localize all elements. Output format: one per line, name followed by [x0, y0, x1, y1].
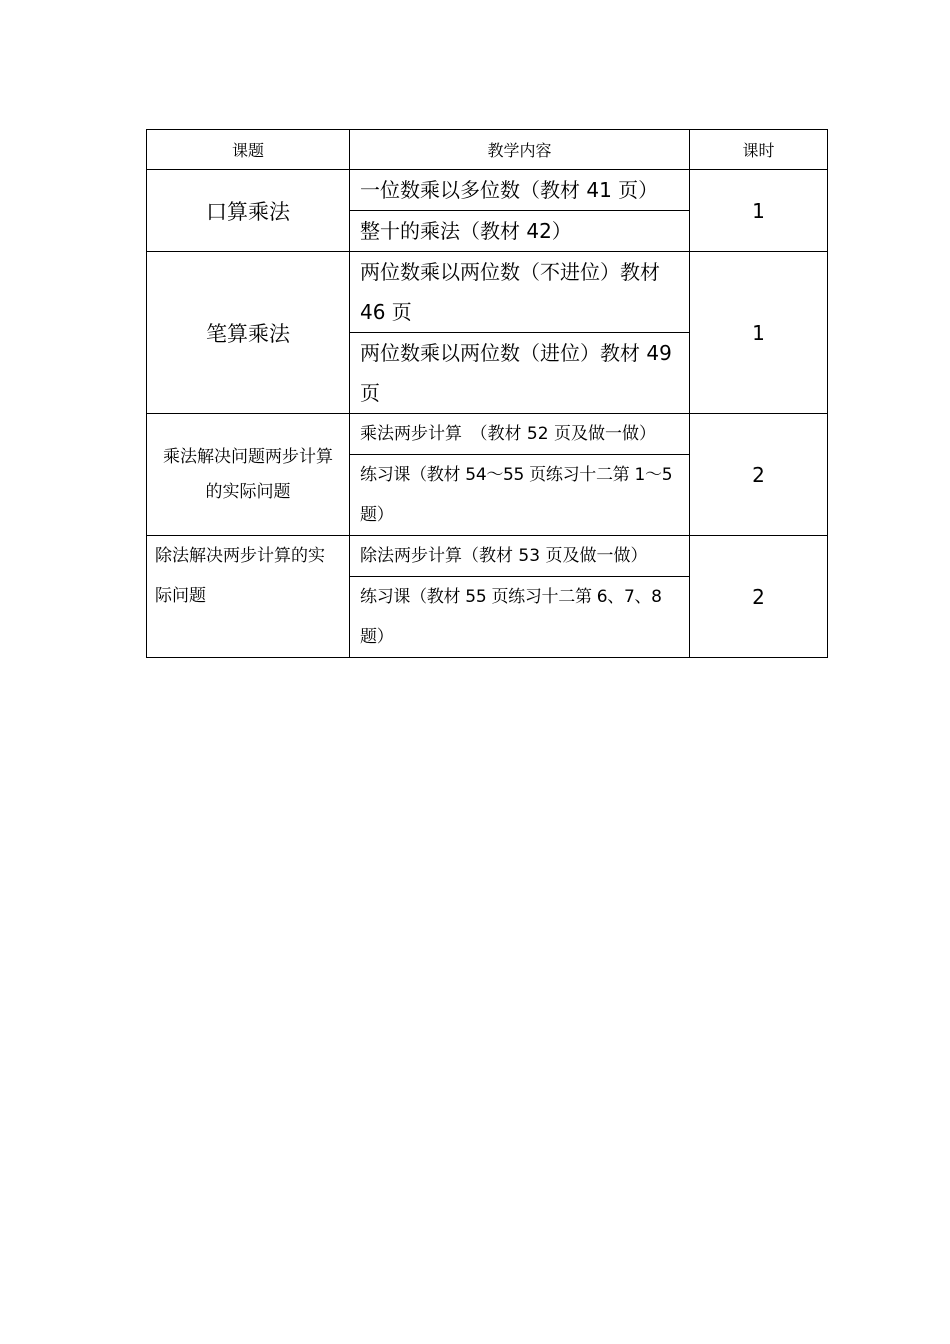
topic-cell: 口算乘法	[147, 170, 350, 252]
content-cell: 练习课（教材 55 页练习十二第 6、7、8 题）	[350, 577, 690, 658]
hours-cell: 1	[690, 252, 828, 414]
hours-cell: 2	[690, 414, 828, 536]
header-topic: 课题	[147, 130, 350, 170]
content-cell: 一位数乘以多位数（教材 41 页）	[350, 170, 690, 211]
content-cell: 除法两步计算（教材 53 页及做一做）	[350, 536, 690, 577]
hours-cell: 2	[690, 536, 828, 658]
table-row	[147, 252, 828, 333]
hours-cell: 1	[690, 170, 828, 252]
lesson-schedule-table	[146, 129, 828, 658]
content-cell: 乘法两步计算 （教材 52 页及做一做）	[350, 414, 690, 455]
content-cell: 两位数乘以两位数（不进位）教材 46 页	[350, 252, 690, 333]
header-hours: 课时	[690, 130, 828, 170]
topic-cell: 乘法解决问题两步计算的实际问题	[147, 414, 350, 536]
table-header-row	[147, 130, 828, 170]
content-cell: 练习课（教材 54～55 页练习十二第 1～5 题）	[350, 455, 690, 536]
table-row	[147, 536, 828, 577]
table-row	[147, 414, 828, 455]
content-cell: 整十的乘法（教材 42）	[350, 211, 690, 252]
content-cell: 两位数乘以两位数（进位）教材 49 页	[350, 333, 690, 414]
header-content: 教学内容	[350, 130, 690, 170]
table-row	[147, 170, 828, 211]
topic-cell: 除法解决两步计算的实际问题	[147, 536, 350, 658]
topic-cell: 笔算乘法	[147, 252, 350, 414]
